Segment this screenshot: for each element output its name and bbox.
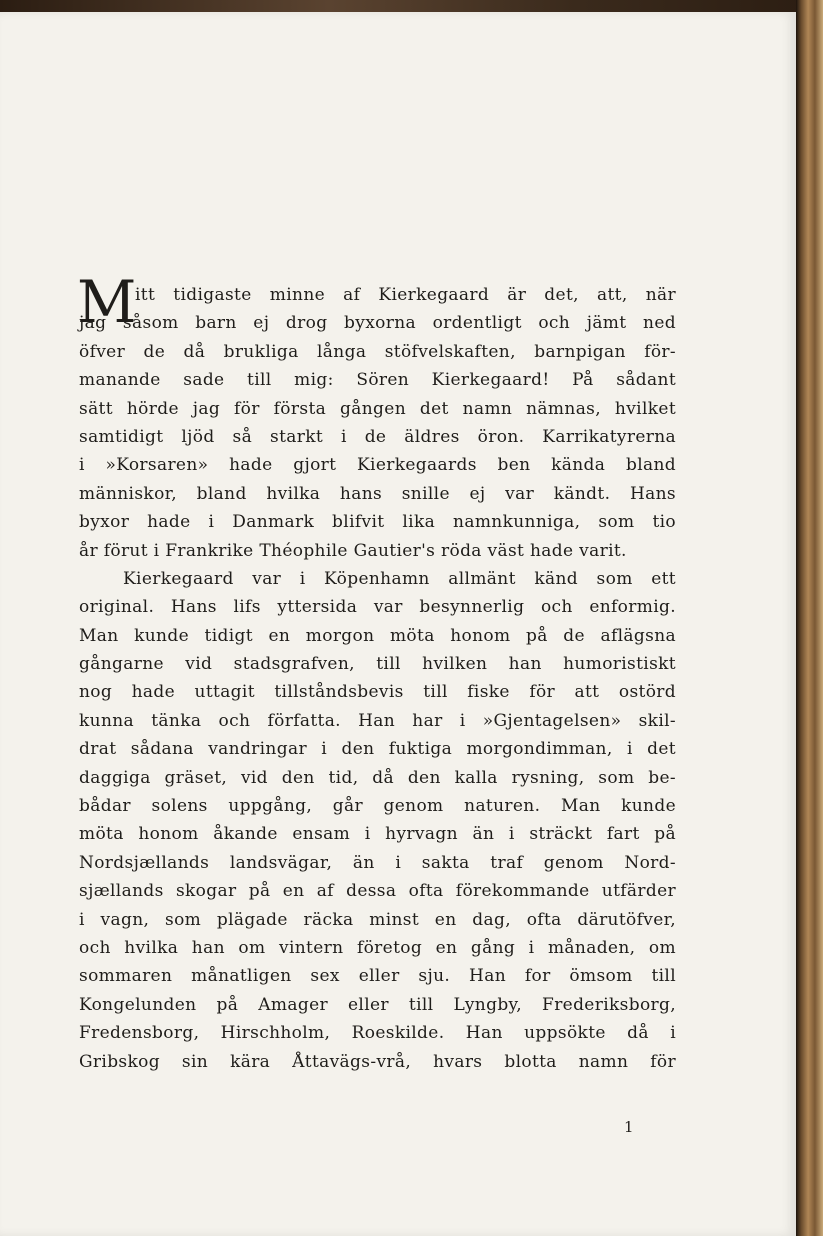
text-line: drat sådana vandringar i den fuktiga morgondimman, i det [79, 739, 676, 760]
text-line: kunna tänka och författa. Han har i »Gjentagelsen» skil- [79, 710, 676, 731]
text-line: och hvilka han om vintern företog en gång i månaden, om [79, 937, 676, 958]
text-line: år förut i Frankrike Théophile Gautier's röda väst hade varit. [79, 540, 627, 561]
text-line: samtidigt ljöd så starkt i de äldres öron. Karrikatyrerna [79, 426, 676, 447]
text-line: original. Hans lifs yttersida var besynnerlig och enformig. [79, 597, 676, 618]
page-number: 1 [624, 1118, 634, 1136]
body-text [77, 268, 676, 1076]
text-line: Kierkegaard var i Köpenhamn allmänt känd som ett [123, 568, 676, 589]
text-line: manande sade till mig: Sören Kierkegaard! På sådant [79, 370, 676, 391]
text-line: Nordsjællands landsvägar, än i sakta traf genom Nord- [79, 852, 676, 873]
text-line: i vagn, som plägade räcka minst en dag, ofta därutöfver, [79, 909, 676, 930]
book-spine-edge [796, 0, 823, 1236]
text-line: sommaren månatligen sex eller sju. Han for ömsom till [79, 966, 676, 987]
text-line: itt tidigaste minne af Kierkegaard är det, att, när [135, 285, 676, 305]
page-top-edge [0, 0, 823, 12]
text-line: i »Korsaren» hade gjort Kierkegaards ben kända bland [79, 455, 676, 476]
text-line: Gribskog sin kära Åttavägs-vrå, hvars blotta namn för [79, 1051, 676, 1072]
text-line: Man kunde tidigt en morgon möta honom på de aflägsna [79, 625, 676, 646]
text-line: gångarne vid stadsgrafven, till hvilken han humoristiskt [79, 654, 676, 675]
text-line: daggiga gräset, vid den tid, då den kalla rysning, som be- [79, 767, 676, 788]
text-line: sjællands skogar på en af dessa ofta förekommande utfärder [79, 881, 676, 902]
text-line: byxor hade i Danmark blifvit lika namnkunniga, som tio [79, 512, 676, 533]
text-line: Fredensborg, Hirschholm, Roeskilde. Han uppsökte då i [79, 1023, 676, 1044]
text-line: jag såsom barn ej drog byxorna ordentligt och jämt ned [79, 313, 676, 334]
text-line: nog hade uttagit tillståndsbevis till fiske för att ostörd [79, 682, 676, 703]
text-line: öfver de då brukliga långa stöfvelskaften, barnpigan för- [79, 341, 676, 362]
text-line: människor, bland hvilka hans snille ej var kändt. Hans [79, 483, 676, 504]
text-line: Kongelunden på Amager eller till Lyngby, Frederiksborg, [79, 994, 676, 1015]
text-line: möta honom åkande ensam i hyrvagn än i sträckt fart på [79, 824, 676, 845]
drop-cap: M [77, 268, 137, 336]
text-line: sätt hörde jag för första gången det namn nämnas, hvilket [79, 398, 676, 419]
text-line: bådar solens uppgång, går genom naturen. Man kunde [79, 796, 676, 817]
